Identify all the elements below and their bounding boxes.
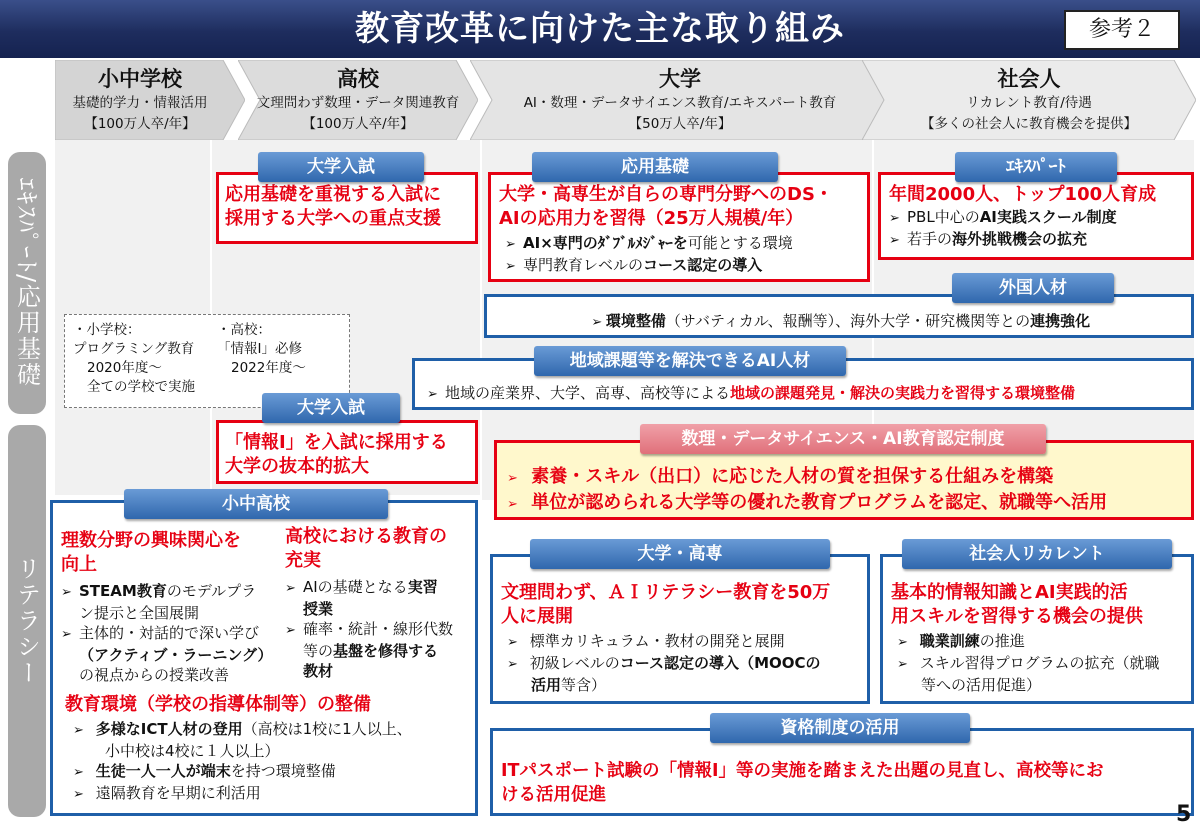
stage-title: 高校: [337, 67, 379, 91]
box-line: 大学の抜本的拡大: [225, 456, 369, 477]
bullet-bold: 多様なICT人材の登用: [95, 720, 243, 738]
tab-applied-basics: 応用基礎: [532, 152, 778, 182]
side-label-text: ｴｷｽﾊﾟｰﾄ/応用基礎: [12, 177, 41, 389]
note-highschool: [217, 321, 347, 378]
bullet-bold: （アクティブ・ラーニング）: [79, 646, 273, 664]
bullet-bold: 海外挑戦機会の拡充: [952, 230, 1088, 248]
bullet-bold: 環境整備: [605, 312, 666, 330]
arrow-icon: ➢: [61, 627, 72, 642]
box-line: 応用基礎を重視する入試に: [225, 184, 441, 205]
stage-subtitle: 基礎的学力・情報活用: [72, 95, 208, 111]
bullet-text: スキル習得プログラムの拡充（就職: [919, 654, 1160, 672]
bullet-text: AIの基礎となる: [303, 578, 408, 596]
note-line: ・高校：: [217, 322, 271, 338]
reference-badge: 参考２: [1064, 10, 1180, 50]
arrow-icon: ➢: [285, 623, 296, 638]
bullet-bold: 活用: [531, 676, 562, 694]
arrow-icon: ➢: [897, 635, 908, 650]
bullet-bold: AI実践スクール制度: [979, 208, 1117, 226]
bullet-bold: 生徒一人一人が端末: [95, 762, 231, 780]
bullet-bold: STEAM教育: [79, 582, 167, 600]
note-line: ・小学校：: [73, 322, 141, 338]
side-label-expert: [8, 152, 46, 414]
expert-box: [878, 172, 1194, 260]
box-heading: AIの応用力を習得（25万人規模/年）: [499, 208, 804, 229]
bullet-bold: コース認定の導入: [619, 654, 740, 672]
bullet-item: [285, 641, 473, 661]
side-label-text: リテラシー: [12, 556, 41, 686]
tab-university-college: 大学・高専: [530, 539, 830, 569]
k12-environment: [65, 693, 475, 805]
arrow-icon: ➢: [427, 387, 438, 402]
bullet-bold: 実習: [407, 578, 438, 596]
stage-subtitle: 文理問わず数理・データ関連教育: [256, 95, 460, 111]
note-line: プログラミング教育: [73, 341, 195, 357]
bullet-item: [891, 631, 1183, 653]
box-heading: 高校における教育の: [285, 526, 447, 547]
bullet-text: 主体的・対話的で深い学び: [79, 624, 260, 642]
box-heading: 文理問わず、ＡＩリテラシー教育を50万: [501, 582, 831, 603]
bullet-text: の視点からの授業改善: [79, 666, 230, 684]
arrow-icon: ➢: [61, 585, 72, 600]
bullet-item: [61, 623, 279, 645]
bullet-item: [65, 761, 475, 783]
bullet-text: （サバティカル、報酬等）、海外大学・研究機関等との: [665, 312, 1031, 330]
bullet-bold: 教材: [303, 662, 334, 680]
note-line: 全ての学校で実施: [87, 379, 195, 395]
arrow-icon: ➢: [505, 237, 516, 252]
bullet-text: 小中校は4校に１人以上）: [105, 742, 280, 760]
arrow-icon: ➢: [73, 723, 84, 738]
tab-entrance-exam-2: 大学入試: [262, 393, 400, 423]
box-line: ITパスポート試験の「情報Ⅰ」等の実施を踏まえた出題の見直し、高校等にお: [501, 761, 1104, 781]
stage-capacity: 【50万人卒/年】: [628, 116, 732, 132]
bullet-item: [889, 207, 1183, 229]
box-line: 「情報Ⅰ」を入試に採用する: [225, 432, 448, 453]
stage-subtitle: リカレント教育/待遇: [966, 95, 1092, 111]
box-heading: 充実: [285, 550, 321, 571]
bullet-text: 等含）: [561, 676, 607, 694]
bullet-bold: 基盤を修得する: [333, 642, 439, 660]
box-heading: 用スキルを習得する機会の提供: [891, 606, 1143, 627]
k12-box: [50, 500, 478, 816]
bullet-bold: 授業: [303, 600, 334, 618]
bullet-text: のモデルプラ: [166, 582, 257, 600]
bullet-item: [499, 233, 859, 255]
tab-certification-system: 数理・データサイエンス・AI教育認定制度: [640, 424, 1046, 454]
bullet-item: [61, 581, 279, 603]
stage-chevron-elementary: [55, 60, 245, 140]
box-heading: 理数分野の興味関心を: [61, 530, 241, 551]
box-heading: 人に展開: [501, 606, 573, 627]
k12-left-column: [61, 529, 279, 685]
box-heading: 教育環境（学校の指導体制等）の整備: [65, 694, 371, 715]
bullet-text: 可能とする環境: [687, 234, 793, 252]
tab-qualification: 資格制度の活用: [710, 713, 970, 743]
bullet-text: 単位が認められる大学等の優れた教育プログラムを認定、就職等へ活用: [531, 492, 1108, 513]
tab-entrance-exam-1: 大学入試: [258, 152, 424, 182]
bullet-item: [65, 783, 475, 805]
arrow-icon: ➢: [73, 765, 84, 780]
stage-capacity: 【多くの社会人に教育機会を提供】: [921, 116, 1137, 132]
university-college-box: [490, 554, 870, 704]
bullet-bold: AI×専門のﾀﾞﾌﾞﾙﾒｼﾞｬｰを: [523, 234, 688, 252]
arrow-icon: ➢: [507, 497, 518, 512]
bullet-item: [889, 229, 1183, 251]
bullet-text: 標準カリキュラム・教材の開発と展開: [529, 632, 785, 650]
bullet-bold: 職業訓練: [919, 632, 980, 650]
bullet-text: 初級レベルの: [529, 654, 620, 672]
bullet-text: 等の: [303, 642, 334, 660]
box-heading: 向上: [61, 554, 97, 575]
arrow-icon: ➢: [889, 233, 900, 248]
arrow-icon: ➢: [507, 471, 518, 486]
bullet-text: 素養・スキル（出口）に応じた人材の質を担保する仕組みを構築: [531, 466, 1054, 487]
tab-foreign-talent: 外国人材: [952, 273, 1114, 303]
note-line: 「情報Ⅰ」必修: [217, 341, 302, 357]
applied-basics-box: [488, 172, 870, 282]
arrow-icon: ➢: [73, 787, 84, 802]
stage-capacity: 【100万人卒/年】: [84, 116, 196, 132]
entrance-exam-box-2: [216, 420, 478, 484]
note-elementary: [73, 321, 213, 397]
bullet-bold: 連携強化: [1030, 312, 1091, 330]
box-heading: 基本的情報知識とAI実践的活: [891, 582, 1128, 603]
bullet-item: [501, 653, 859, 675]
bullet-text: （高校は1校に1人以上、: [242, 720, 412, 738]
bullet-item: [507, 491, 1181, 517]
bullet-text: 若手の: [907, 230, 953, 248]
bullet-item: [501, 675, 859, 695]
recurrent-box: [880, 554, 1194, 704]
stage-chevron-highschool: [238, 60, 478, 140]
bullet-item: [427, 383, 1183, 405]
arrow-icon: ➢: [897, 657, 908, 672]
stage-chevron-society: [862, 60, 1196, 140]
bullet-item: [891, 653, 1183, 675]
bullet-item: [499, 255, 859, 277]
stage-capacity: 【100万人卒/年】: [302, 116, 414, 132]
stage-title: 小中学校: [98, 67, 182, 91]
bullet-text: 専門教育レベルの: [523, 256, 644, 274]
page-number: 5: [1176, 802, 1192, 827]
stage-title: 大学: [659, 67, 701, 91]
box-line: 採用する大学への重点支援: [225, 208, 441, 229]
bullet-item: [285, 577, 473, 599]
stage-chevron-university: [470, 60, 890, 140]
bullet-text: の推進: [979, 632, 1025, 650]
bullet-bold: コース認定の導入: [643, 256, 763, 274]
bullet-bold: （MOOCの: [739, 654, 821, 672]
bullet-text: 確率・統計・線形代数: [303, 620, 454, 638]
tab-regional-ai-talent: 地域課題等を解決できるAI人材: [534, 346, 846, 376]
stage-subtitle: AI・数理・データサイエンス教育/エキスパート教育: [523, 95, 837, 111]
note-line: 2022年度～: [231, 360, 306, 376]
entrance-exam-box-1: [216, 172, 478, 244]
arrow-icon: ➢: [507, 635, 518, 650]
arrow-icon: ➢: [285, 581, 296, 596]
bullet-text: PBL中心の: [907, 208, 980, 226]
page-title: 教育改革に向けた主な取り組み: [355, 9, 845, 49]
bullet-item: [501, 631, 859, 653]
stage-title: 社会人: [997, 67, 1061, 91]
k12-right-column: [285, 525, 473, 681]
arrow-icon: ➢: [507, 657, 518, 672]
tab-expert: ｴｷｽﾊﾟｰﾄ: [955, 152, 1117, 182]
arrow-icon: ➢: [505, 259, 516, 274]
bullet-red: 地域の課題発見・解決の実践力を習得する環境整備: [730, 384, 1076, 402]
bullet-text: 遠隔教育を早期に利活用: [95, 784, 261, 802]
bullet-item: [507, 465, 1181, 491]
note-line: 2020年度～: [87, 360, 162, 376]
tab-recurrent: 社会人リカレント: [902, 539, 1172, 569]
bullet-item: [65, 719, 475, 741]
box-heading: 年間2000人、トップ100人育成: [889, 184, 1157, 205]
box-line: ける活用促進: [501, 785, 606, 805]
bullet-text: 等への活用促進）: [921, 676, 1042, 694]
bullet-text: 地域の産業界、大学、高専、高校等による: [445, 384, 731, 402]
arrow-icon: ➢: [889, 211, 900, 226]
bullet-text: を持つ環境整備: [230, 762, 336, 780]
bullet-text: ン提示と全国展開: [79, 604, 200, 622]
bullet-item: [285, 619, 473, 641]
bullet-item: [495, 311, 1183, 333]
arrow-icon: ➢: [591, 315, 603, 330]
tab-k12: 小中高校: [124, 489, 388, 519]
box-heading: 大学・高専生が自らの専門分野へのDS・: [499, 184, 833, 205]
side-label-literacy: [8, 425, 46, 817]
